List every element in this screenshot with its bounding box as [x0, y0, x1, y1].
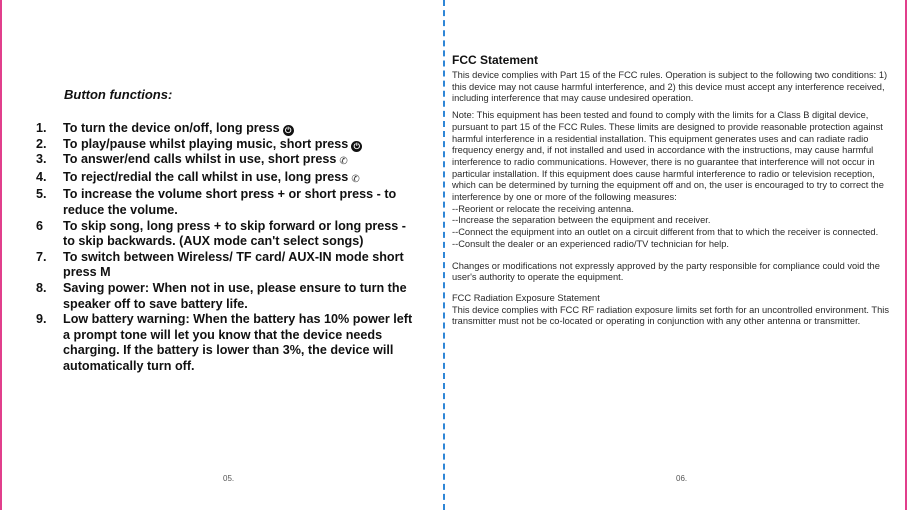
list-item: [36, 312, 420, 374]
power-icon: ⏻: [283, 125, 294, 136]
button-functions-title: Button functions:: [64, 87, 173, 102]
item-number: 3.: [36, 152, 47, 167]
item-text: Saving power: When not in use, please ensure to turn the speaker off to save battery life.: [63, 280, 407, 311]
fcc-statement-body: [452, 70, 892, 328]
list-item: [36, 281, 420, 312]
fcc-measure: --Consult the dealer or an experienced radio/TV technician for help.: [452, 238, 729, 249]
page-number: 05.: [223, 474, 235, 483]
item-number: 1.: [36, 121, 47, 135]
fcc-paragraph-note: Note: This equipment has been tested and found to comply with the limits for a Class B digital device, pursuant to part 15 of the FCC Rules. These limits are designed to provide reasonable protection against harmful interference in a residential installation. This equipment generates uses and can radiate radio frequency energy and, if not installed and used in accordance with the instructions, may cause harmful interference to radio communications. However, there is no guarantee that interference will not occur in particular installation. If this equipment does cause harmful interference to radio or television reception, which can be determined by turning the equipment off and on, the user is encouraged to try to correct the interference by one or more of the following measures:: [452, 110, 884, 203]
button-functions-list: [36, 121, 420, 375]
power-icon: ⏻: [351, 141, 362, 152]
right-page: [445, 0, 905, 510]
fcc-measure: --Increase the separation between the equipment and receiver.: [452, 215, 711, 226]
list-item: [36, 121, 420, 137]
fcc-measure: --Connect the equipment into an outlet on a circuit different from that to which the receiver is connected.: [452, 227, 879, 238]
list-item: [36, 170, 420, 188]
item-number: 6: [36, 218, 44, 233]
item-text: Low battery warning: When the battery has 10% power left a prompt tone will let you know that the device needs charging. If the battery is lower than 3%, the device will automatically turn off.: [63, 312, 413, 373]
list-item: [36, 219, 420, 250]
item-number: 7.: [36, 249, 47, 264]
item-text: To play/pause whilst playing music, short press: [63, 136, 349, 151]
list-item: [36, 250, 420, 281]
left-page: [0, 0, 443, 510]
item-text: To reject/redial the call whilst in use, long press: [63, 169, 349, 184]
item-text: To turn the device on/off, long press: [63, 121, 280, 135]
list-item: [36, 137, 420, 153]
fcc-paragraph-compliance: This device complies with Part 15 of the FCC rules. Operation is subject to the following two conditions: 1) this device may not cause harmful interference, and 2) this device must accept any interference received, including interference that may cause undesired operation.: [452, 70, 888, 104]
list-item: [36, 152, 420, 170]
mode-key-label: M: [100, 265, 111, 280]
item-number: 5.: [36, 187, 47, 202]
item-number: 2.: [36, 136, 47, 151]
list-item: [36, 187, 420, 218]
item-text: To answer/end calls whilst in use, short press: [63, 152, 337, 167]
item-text: To switch between Wireless/ TF card/ AUX-IN mode short press: [63, 249, 404, 280]
item-number: 4.: [36, 169, 47, 184]
phone-icon: ✆: [351, 173, 360, 185]
item-text: To skip song, long press + to skip forward or long press - to skip backwards. (AUX mode can't select songs): [63, 218, 406, 249]
fcc-statement-title: FCC Statement: [452, 53, 539, 67]
phone-icon: ✆: [339, 156, 348, 168]
page-number: 06.: [676, 474, 688, 483]
fcc-measure: --Reorient or relocate the receiving antenna.: [452, 203, 634, 214]
fcc-paragraph-changes: Changes or modifications not expressly approved by the party responsible for compliance could void the user's authority to operate the equipment.: [452, 260, 880, 283]
rf-exposure-title: FCC Radiation Exposure Statement: [452, 292, 600, 303]
item-number: 8.: [36, 280, 47, 295]
rf-exposure-body: This device complies with FCC RF radiation exposure limits set forth for an uncontrolled environment. This transmitter must not be co-located or operating in conjunction with any other antenna or transmitter.: [452, 304, 889, 327]
item-number: 9.: [36, 312, 47, 327]
item-text: To increase the volume short press + or short press - to reduce the volume.: [63, 187, 397, 217]
